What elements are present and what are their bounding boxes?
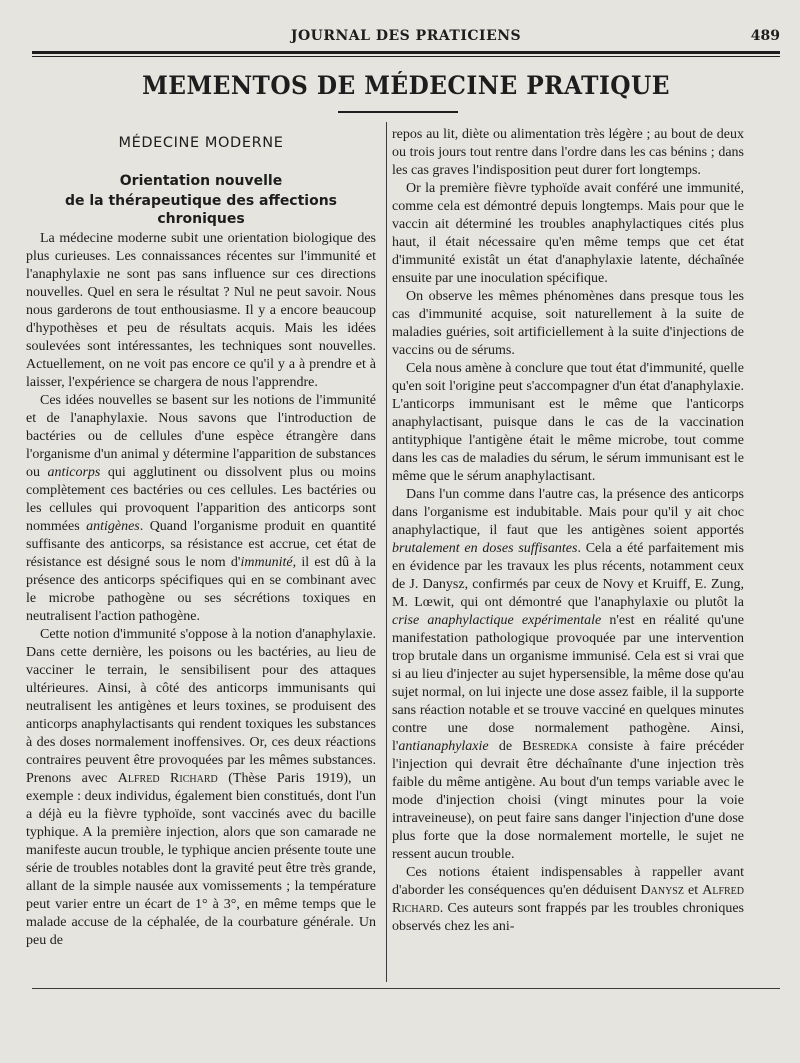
paragraph: La médecine moderne subit une orientation biologique des plus curieuses. Les connaissances récentes sur l'immunité et l'anaphylaxie ne sont pas sans influence sur ces directions nouvelles. Quel en sera le résultat ? Nul ne peut savoir. Nous nous garderons de tout enthousiasme. Il y a encore beaucoup d'hypothèses et peu de résultats acquis. Mais les idées soulevées sont intéressantes, les techniques sont nouvelles. Actuellement, on ne voit pas encore ce qu'il y a à prendre et à laisser, l'expérience se chargera de nous l'apprendre.	[26, 231, 376, 390]
author-name: Besredka	[522, 739, 578, 754]
header-rule	[32, 51, 780, 54]
page-header	[32, 22, 780, 50]
paragraph: On observe les mêmes phénomènes dans presque tous les cas d'immunité acquise, soit naturellement à la suite de maladies guéries, soit artificiellement à la suite d'injections de vaccins ou de sérums.	[392, 289, 744, 358]
column-separator	[386, 122, 387, 982]
emphasis: brutalement en doses suffisantes	[392, 541, 578, 556]
paragraph: Cela nous amène à conclure que tout état d'immunité, quelle qu'en soit l'origine peut s'accompagner d'un état d'anaphylaxie. L'anticorps immunisant est le même que l'anticorps anaphylactisant, puisque dans le cas de la vaccination antityphique l'antigène était le même microbe, tout comme dans les cas de maladies du sérum, le sérum immunisant est le même que le sérum anaphylactisant.	[392, 361, 744, 484]
article-title-line2: de la thérapeutique des affections chroniques	[64, 193, 338, 227]
emphasis: crise anaphylactique expérimentale	[392, 613, 602, 628]
section-heading: MÉDECINE MODERNE	[118, 135, 284, 151]
paragraph: Ces notions étaient indispensables à rappeller avant d'aborder les conséquences qu'en déduisent Danysz et Alfred Richard. Ces auteurs sont frappés par les troubles chroniques observés chez les ani-	[392, 865, 745, 934]
title-rule	[338, 111, 458, 113]
emphasis: antigènes	[86, 519, 140, 534]
emphasis: immunité	[240, 555, 293, 570]
emphasis: anticorps	[47, 465, 101, 480]
paragraph: Cette notion d'immunité s'oppose à la notion d'anaphylaxie. Dans cette dernière, les poisons ou les bactéries, au lieu de vacciner le terrain, le sensibilisent pour des attaques ultérieures. Ainsi, à côté des anticorps immunisants qui neutralisent les antigènes et leurs toxines, se produisent des anticorps anaphylactisants qui rendent toxiques les substances à des doses normalement inoffensives. Or, ces deux réactions contraires peuvent être provoquées par les mêmes substances. Prenons avec Alfred Richard (Thèse Paris 1919), un exemple : deux individus, également bien constitués, dont l'un a déjà eu la fièvre typhoïde, sont vaccinés avec du bacille typhique. A la première injection, alors que son camarade ne manifeste aucun trouble, le typhique ancien présente toute une série de troubles notables dont la gravité peut être très grande, allant de la simple nausée aux vomissements ; la température peut varier entre un écart de 1° à 3°, en même temps que le malade accuse de la céphalée, de la courbature générale. Un peu de	[26, 627, 376, 948]
header-rule-thin	[32, 56, 780, 57]
journal-title: JOURNAL DES PRATICIENS	[290, 28, 522, 44]
bottom-rule	[32, 988, 780, 989]
paragraph: Dans l'un comme dans l'autre cas, la présence des anticorps dans l'organisme est indubitable. Mais pour qu'il y ait choc anaphylactique, il faut que les antigènes soient apportés brutalement en doses suffisantes. Cela a été parfaitement mis en évidence par les travaux les plus récents, notamment ceux de J. Danysz, confirmés par ceux de Novy et Kruiff, E. Zung, M. Lœwit, qui ont démontré que l'anaphylaxie ou plutôt la crise anaphylactique expérimentale n'est en réalité qu'une manifestation pathologique provoquée par une intervention trop brutale dans un organisme immunisé. Cela est si vrai que si au lieu d'injecter au sujet hypersensible, la même dose qu'au sujet normal, on lui injecte une dose assez faible, il la supporte sans réaction notable et se trouve vacciné en quelques minutes contre une dose normalement pathogène. Ainsi, l'antianaphylaxie de Besredka consiste à faire précéder l'injection qui devrait être déchaînante d'une injection très faible du même antigène. Au bout d'un temps variable avec le mode d'injection choisi (vingt minutes pour la voie intraveineuse), on peut faire sans danger l'injection d'une dose plus forte que la dose normalement mortelle, le sujet ne ressent aucun trouble.	[392, 487, 745, 862]
author-name: Alfred Richard	[117, 771, 218, 786]
paragraph: repos au lit, diète ou alimentation très légère ; au bout de deux ou trois jours tout rentre dans l'ordre dans les cas bénins ; dans les cas graves l'indisposition peut durer fort longtemps.	[392, 127, 744, 178]
author-name: Danysz	[640, 883, 684, 898]
article-title-line1: Orientation nouvelle	[119, 173, 283, 189]
page-number: 489	[750, 28, 780, 44]
page-title: MEMENTOS DE MÉDECINE PRATIQUE	[142, 71, 670, 100]
author-name: Alfred Richard	[392, 883, 745, 916]
right-column	[392, 126, 744, 936]
left-column	[26, 130, 376, 950]
paragraph: Or la première fièvre typhoïde avait conféré une immunité, comme cela est démontré depuis longtemps. Mais pour que le vaccin ait déterminé les troubles anaphylactiques cités plus haut, il était nécessaire qu'en même temps que cet état d'immunité existât un état d'anaphylaxie latente, déchaînée ensuite par une inoculation spécifique.	[392, 181, 744, 286]
emphasis: antianaphylaxie	[398, 739, 489, 754]
paragraph: Ces idées nouvelles se basent sur les notions de l'immunité et de l'anaphylaxie. Nous savons que l'introduction de bactéries ou de cellules d'une espèce étrangère dans l'organisme d'un animal y détermine l'apparition de substances ou anticorps qui agglutinent ou dissolvent plus ou moins complètement ces bactéries ou ces cellules. Les bactéries ou les cellules qui provoquent l'apparition des anticorps sont nommées antigènes. Quand l'organisme produit en quantité suffisante des anticorps, sa résistance est accrue, cet état de résistance est désigné sous le nom d'immunité, il est dû à la présence des anticorps spécifiques qui en se combinant avec le microbe pathogène ou ses sécrétions toxiques en neutralisent l'action pathogène.	[26, 393, 376, 624]
